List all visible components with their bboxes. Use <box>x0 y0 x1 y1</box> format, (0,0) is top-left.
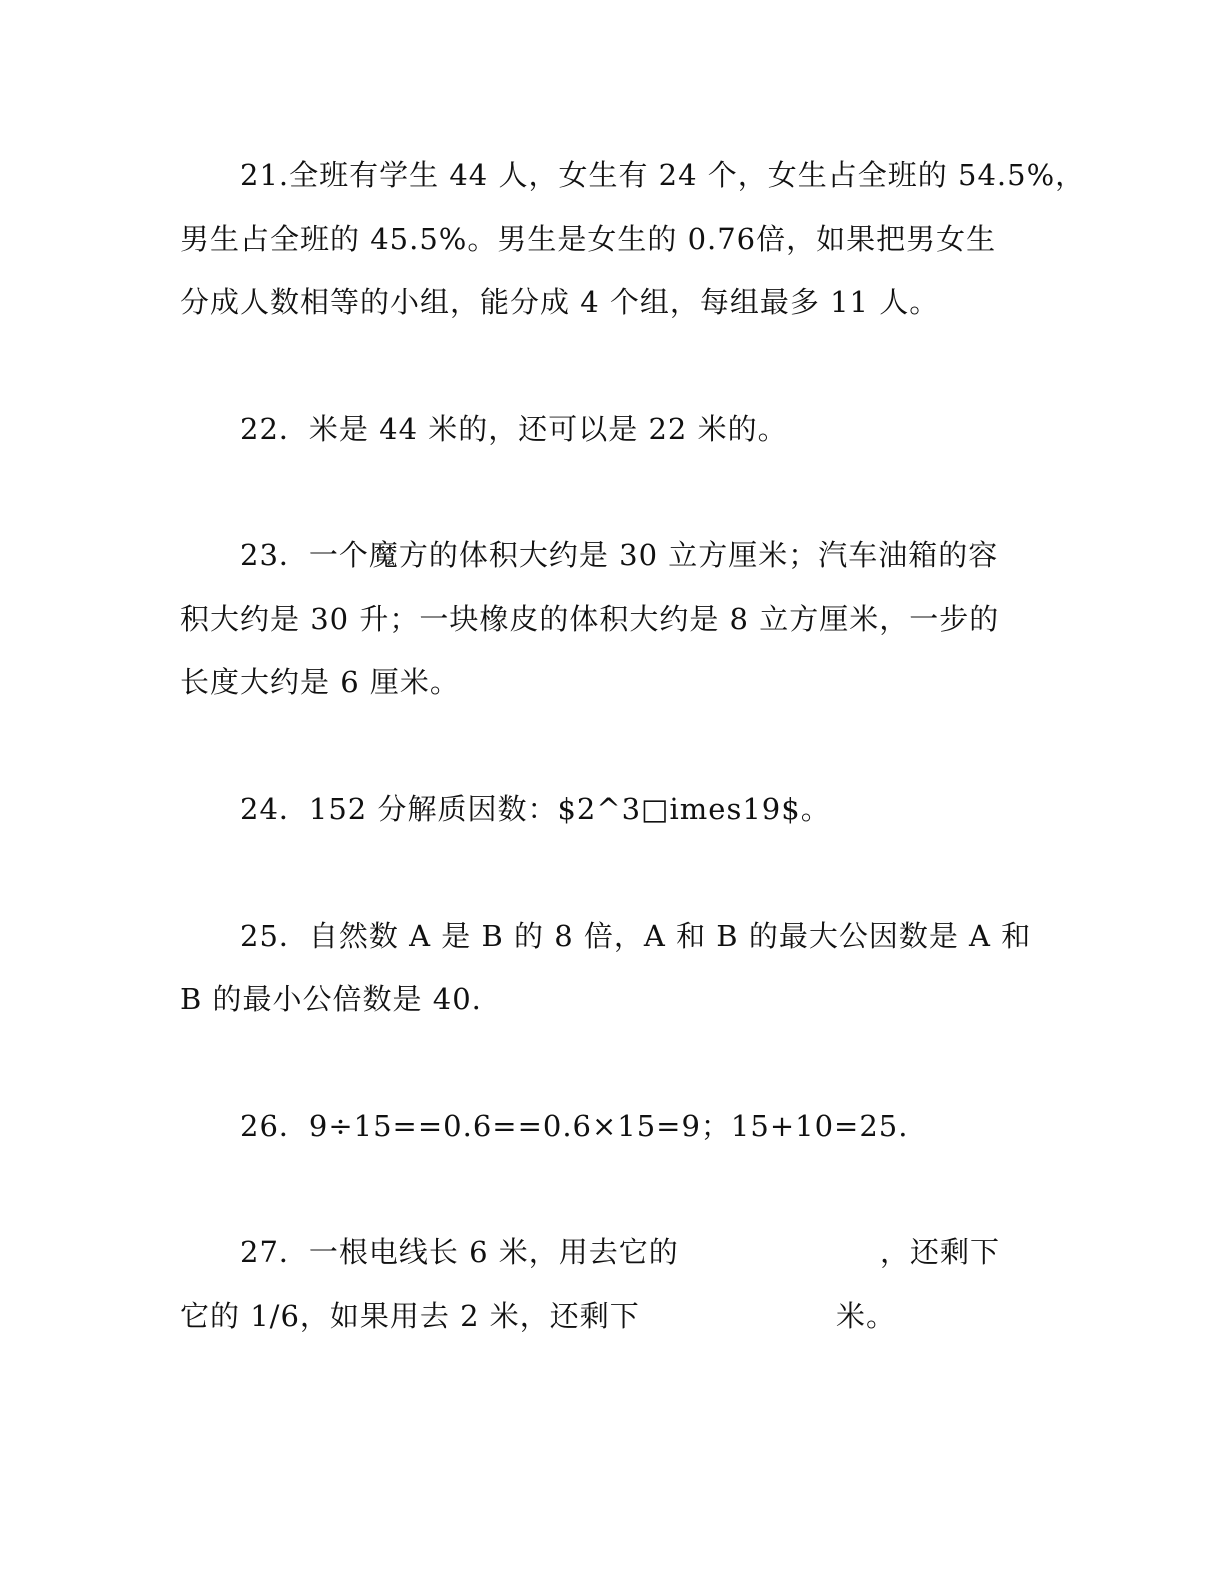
q23-line-2: 积大约是 30 升；一块橡皮的体积大约是 8 立方厘米，一步的 <box>180 602 1000 636</box>
q21-line-1: 21.全班有学生 44 人，女生有 24 个，女生占全班的 54.5%， <box>240 158 1086 192</box>
q22-line-1: 22．米是 44 米的，还可以是 22 米的。 <box>240 412 788 446</box>
q24-line-1: 24．152 分解质因数：$2^3□imes19$。 <box>240 792 831 826</box>
q27-line-1-start: 27．一根电线长 6 米，用去它的 <box>240 1235 679 1269</box>
q21-line-3: 分成人数相等的小组，能分成 4 个组，每组最多 11 人。 <box>180 285 940 319</box>
q26-line-1: 26．9÷15==0.6==0.6×15=9；15+10=25. <box>240 1109 909 1143</box>
q23-line-3: 长度大约是 6 厘米。 <box>180 665 460 699</box>
q23-line-1: 23．一个魔方的体积大约是 30 立方厘米；汽车油箱的容 <box>240 538 999 572</box>
q25-line-1: 25．自然数 A 是 B 的 8 倍，A 和 B 的最大公因数是 A 和 <box>240 919 1032 953</box>
q27-line-2-end: 米。 <box>836 1299 897 1333</box>
q21-line-2: 男生占全班的 45.5%。男生是女生的 0.76倍，如果把男女生 <box>180 222 997 256</box>
q27-line-2-start: 它的 1/6，如果用去 2 米，还剩下 <box>180 1299 640 1333</box>
q27-line-1-end: ，还剩下 <box>880 1235 1001 1269</box>
q25-line-2: B 的最小公倍数是 40. <box>180 982 482 1016</box>
